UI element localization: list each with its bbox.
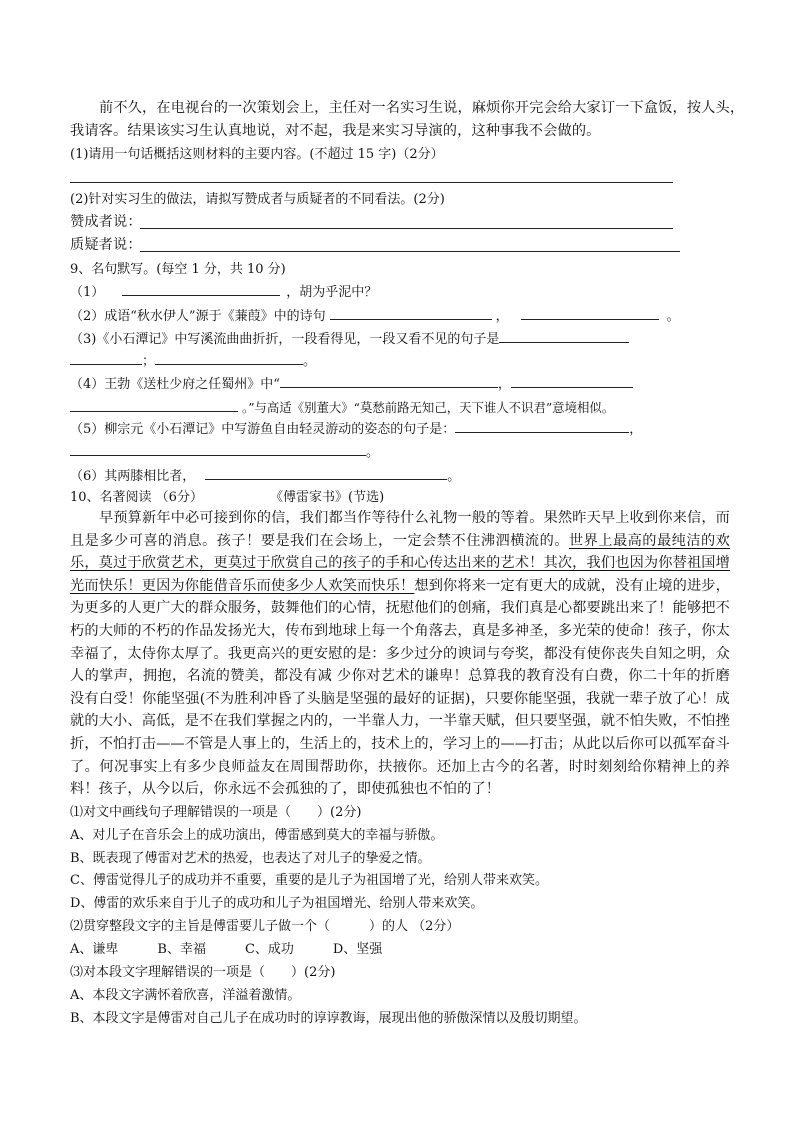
q10-passage xyxy=(70,507,730,801)
q10-sub3-option-a[interactable]: A、本段文字满怀着欣喜，洋溢着激情。 xyxy=(70,988,301,1003)
q9-item-3-cont xyxy=(70,352,316,371)
q9-item-3-prefix: （3)《小石潭记》中写溪流曲曲折折，一段看得见，一段又看不见的句子是 xyxy=(70,332,500,347)
q9-blank-3c[interactable] xyxy=(155,352,303,365)
q9-item-2-mid: ， xyxy=(495,309,509,324)
q9-blank-4c[interactable] xyxy=(70,399,238,412)
q9-item-3 xyxy=(70,330,629,349)
q10-sub1-option-b[interactable]: B、既表现了傅雷对艺术的热爱，也表达了对儿子的挚爱之情。 xyxy=(70,851,431,866)
q10-sub1-option-d[interactable]: D、傅雷的欢乐来自于儿子的成功和儿子为祖国增光、给别人带来欢笑。 xyxy=(70,896,484,911)
doubt-answer-line[interactable] xyxy=(140,251,680,252)
q9-blank-3b[interactable] xyxy=(70,352,142,365)
passage-part-b: 想到你将来一定有更大的成就，没有止境的进步，为更多的人更广大的群众服务，鼓舞他们的心情，抚慰他们的创痛，我们真是心都要跳出来了！能够把不朽的大师的不朽的作品发扬光大，传布到地球上每一个角落去，真是多神圣，多光荣的使命！孩子，你太幸福了，太侍你太厚了。我更高兴的更安慰的是：多少过分的谀词与夸奖，都没有使你丧失自知之明，众人的掌声，拥抱，名流的赞美，都没有减 少你对艺术的谦卑！总算我的教育没有白费，你二十年的折磨没有白受！你能坚强(不为胜利冲昏了头脑是坚强的最好的证据)，只要你能坚强，我就一辈子放了心！成就的大小、高低，是不在我们掌握之内的，一半靠人力，一半靠天赋，但只要坚强，就不怕失败，不怕挫折，不怕打击——不管是人事上的，生活上的，技术上的，学习上的——打击；从此以后你可以孤军奋斗了。何况事实上有多少良师益友在周围帮助你，扶掖你。还加上古今的名著，时时刻刻给你精神上的养料！孩子，从今以后，你永远不会孤独的了，即使孤独也不怕的了！ xyxy=(70,577,730,798)
q9-item-2-prefix: （2）成语“秋水伊人”源于《蒹葭》中的诗句 xyxy=(70,309,326,324)
q9-item-2 xyxy=(70,307,680,326)
intro-line-2: 我请客。结果该实习生认真地说，对不起，我是来实习导演的，这种事我不会做的。 xyxy=(70,123,601,139)
q9-item-3-end: 。 xyxy=(303,354,317,369)
q9-item-1-prefix: （1） xyxy=(70,285,105,300)
q9-item-4-mid: ， xyxy=(497,377,511,392)
q9-blank-4b[interactable] xyxy=(511,375,633,388)
q9-item-5-prefix: （5）柳宗元《小石潭记》中写游鱼自由轻灵游动的姿态的句子是： xyxy=(70,422,456,437)
q8-sub2: (2)针对实习生的做法，请拟写赞成者与质疑者的不同看法。(2分) xyxy=(70,192,445,207)
q9-item-4-end: 。”与高适《别董大》“莫愁前路无知己，天下谁人不识君”意境相似。 xyxy=(242,400,615,415)
q9-item-4 xyxy=(70,375,633,394)
q10-sub1: ⑴对文中画线句子理解错误的一项是（ ）(2分) xyxy=(70,805,362,820)
q9-item-1 xyxy=(70,283,377,302)
intro-line-1: 前不久，在电视台的一次策划会上，主任对一名实习生说，麻烦你开完会给大家订一下盒饭，按人头， xyxy=(99,100,745,116)
q9-item-5-cont xyxy=(70,443,379,462)
q9-item-5 xyxy=(70,420,642,439)
q10-title: 10、名著阅读 （6分） xyxy=(70,490,203,505)
passage-underlined-sentence: 世界上最高的最纯洁的欢乐，莫过于欣赏艺术，更莫过于欣赏自己的孩子的手和心传达出来的艺术！其次，我们也因为你替祖国增光而快乐！更因为你能借音乐而使多少人欢笑而快乐！ xyxy=(70,532,730,594)
q10-sub1-option-c[interactable]: C、傅雷觉得儿子的成功并不重要，重要的是儿子为祖国增了光，给别人带来欢笑。 xyxy=(70,873,548,888)
q9-item-6-end: 。 xyxy=(447,469,461,484)
q9-item-4-prefix: （4）王勃《送杜少府之任蜀州》中“ xyxy=(70,377,280,392)
q9-item-1-suffix: ，胡为乎泥中？ xyxy=(286,285,378,300)
q9-item-3-semicolon: ； xyxy=(142,354,156,369)
q9-blank-5a[interactable] xyxy=(455,420,629,433)
q9-item-4-cont xyxy=(70,398,614,417)
q9-blank-1[interactable] xyxy=(122,283,280,296)
q10-sub3-option-b[interactable]: B、本段文字是傅雷对自己儿子在成功时的谆谆教诲，展现出他的骄傲深情以及殷切期望。 xyxy=(70,1011,587,1026)
q9-item-6-prefix: （6）其两膝相比者， xyxy=(70,469,196,484)
q10-subtitle: 《傅雷家书》(节选) xyxy=(270,490,385,505)
q8-answer-line-1[interactable] xyxy=(70,182,673,183)
q10-sub2: ⑵贯穿整段文字的主旨是傅雷要儿子做一个（ ）的人 （2分） xyxy=(70,919,460,934)
q9-blank-5b[interactable] xyxy=(70,443,366,456)
q10-sub1-option-a[interactable]: A、对儿子在音乐会上的成功演出，傅雷感到莫大的幸福与骄傲。 xyxy=(70,828,444,843)
q9-title: 9、名句默写。(每空 1 分，共 10 分) xyxy=(70,262,286,277)
passage-part-a: 早预算新年中必可接到你的信，我们都当作等待什么礼物一般的等着。果然昨天早上收到你来信，而且是多少可喜的消息。孩子！要是我们在会场上，一定会禁不住沸泗横流的。 xyxy=(70,510,730,549)
q9-blank-2b[interactable] xyxy=(521,307,659,320)
doubt-label: 质疑者说： xyxy=(70,237,142,253)
q9-item-5-mid: ， xyxy=(629,422,643,437)
q9-blank-3a[interactable] xyxy=(499,330,629,343)
support-answer-line[interactable] xyxy=(140,228,673,229)
q9-blank-4a[interactable] xyxy=(280,375,498,388)
q9-item-5-end: 。 xyxy=(366,445,380,460)
q9-item-6 xyxy=(70,467,460,486)
support-label: 赞成者说： xyxy=(70,214,142,230)
q10-sub2-options[interactable]: A、谦卑 B、幸福 C、成功 D、坚强 xyxy=(70,942,383,957)
q8-sub1: (1)请用一句话概括这则材料的主要内容。(不超过 15 字)（2分） xyxy=(70,147,444,162)
q9-blank-2a[interactable] xyxy=(330,307,492,320)
q10-sub3: ⑶对本段文字理解错误的一项是（ ）(2分) xyxy=(70,965,336,980)
q9-item-2-end: 。 xyxy=(666,309,680,324)
q9-blank-6[interactable] xyxy=(205,467,447,480)
